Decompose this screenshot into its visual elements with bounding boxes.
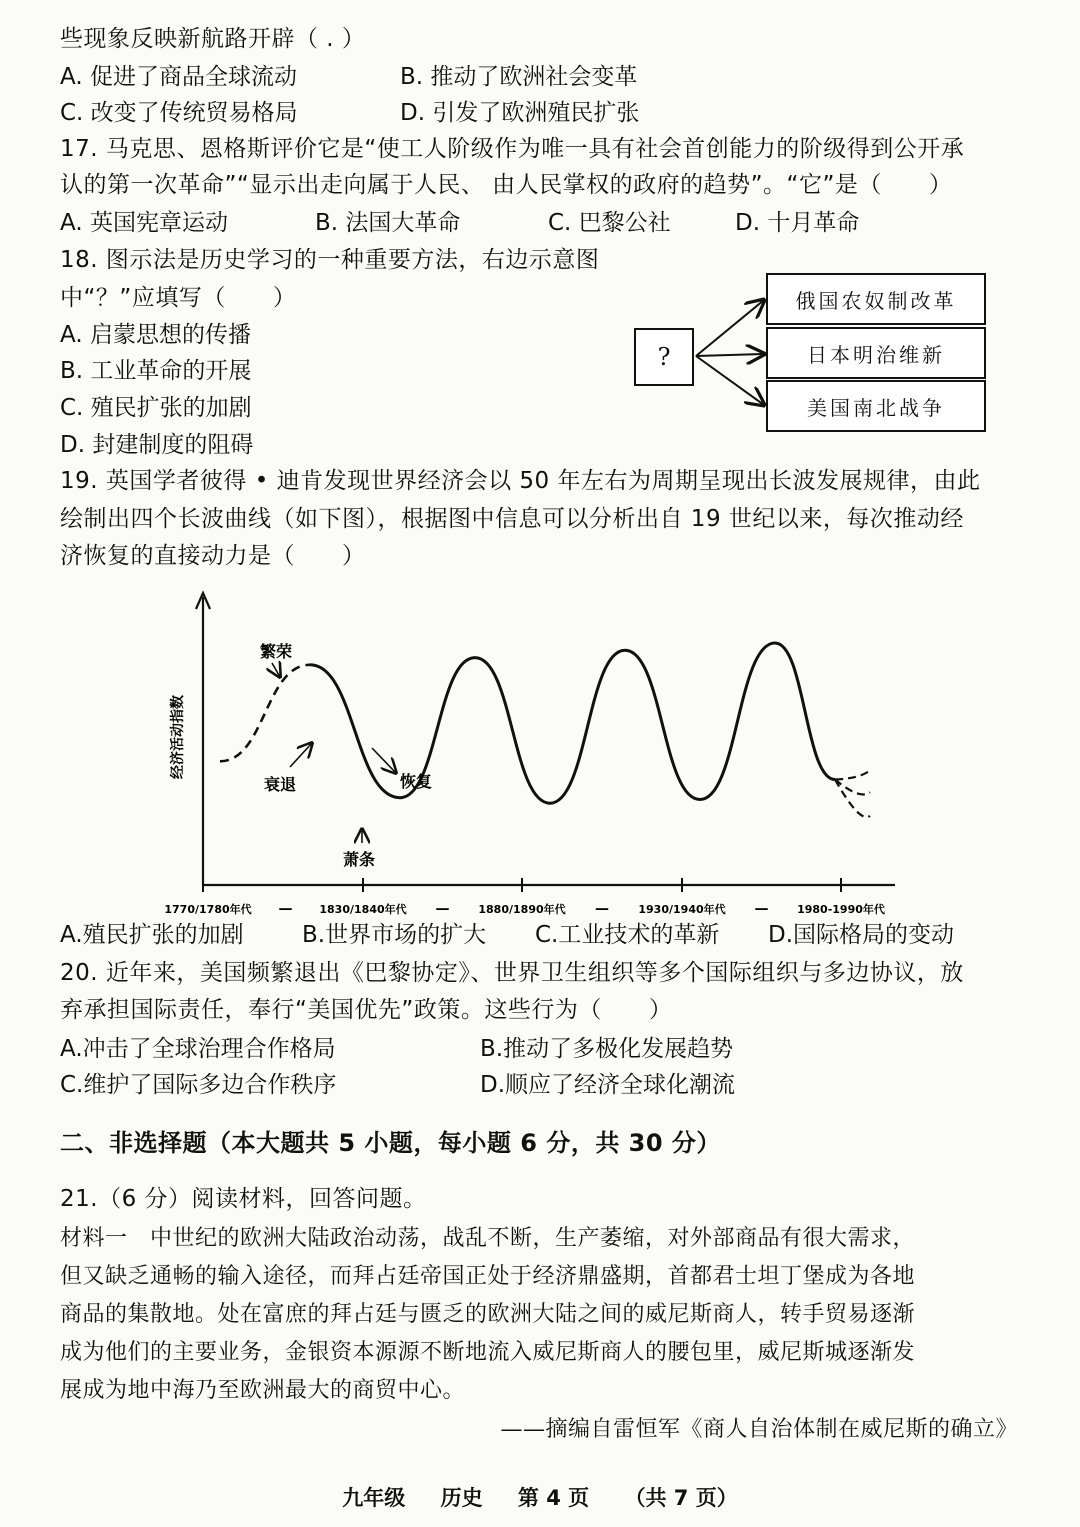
annotation-recovery-arrow — [372, 748, 396, 773]
x-tick-label: 1980-1990年代 — [797, 903, 885, 916]
curve-leadin-dashed — [220, 665, 310, 762]
q19-option-b: B.世界市场的扩大 — [302, 922, 487, 948]
q19-stem-line1: 19. 英国学者彼得 • 迪肯发现世界经济会以 50 年左右为周期呈现出长波发展规律，由此 — [60, 468, 981, 494]
q21-source: ——摘编自雷恒军《商人自治体制在威尼斯的确立》 — [500, 1417, 1018, 1442]
q21-stem: 21.（6 分）阅读材料，回答问题。 — [60, 1186, 427, 1212]
annotation-depression: 萧条 — [343, 850, 376, 869]
q18-stem-line1: 18. 图示法是历史学习的一种重要方法，右边示意图 — [60, 247, 600, 273]
section2-heading: 二、非选择题（本大题共 5 小题，每小题 6 分，共 30 分） — [60, 1129, 721, 1157]
q18-option-d: D. 封建制度的阻碍 — [60, 432, 254, 458]
x-tick-label: 1830/1840年代 — [319, 903, 407, 916]
curve-layer — [220, 643, 870, 817]
footer-page: 第 4 页 — [517, 1486, 590, 1510]
q17-stem-line2: 认的第一次革命”“显示出走向属于人民、 由人民掌权的政府的趋势”。“它”是（ ） — [60, 172, 953, 198]
projection-line-2 — [835, 780, 870, 795]
q16-option-a: A. 促进了商品全球流动 — [60, 64, 297, 90]
q21-material-line4: 成为他们的主要业务，金银资本源源不断地流入威尼斯商人的腰包里，威尼斯城逐渐发 — [60, 1340, 916, 1365]
q19-option-c: C.工业技术的革新 — [535, 922, 720, 948]
q17-stem-line1: 17. 马克思、恩格斯评价它是“使工人阶级作为唯一具有社会首创能力的阶级得到公开承 — [60, 136, 965, 162]
arrow-to-usa — [696, 356, 764, 405]
footer-grade: 九年级 — [342, 1486, 406, 1510]
q17-option-a: A. 英国宪章运动 — [60, 210, 228, 236]
x-tick-separator: — — [754, 901, 769, 917]
q17-option-c: C. 巴黎公社 — [548, 210, 671, 236]
y-axis-label: 经济活动指数 — [170, 695, 186, 779]
q18-stem-line2: 中“？”应填写（ ） — [60, 285, 297, 311]
x-tick-separator: — — [435, 901, 450, 917]
q19-option-a: A.殖民扩张的加剧 — [60, 922, 244, 948]
q16-option-d: D. 引发了欧洲殖民扩张 — [400, 100, 640, 126]
q21-material-line5: 展成为地中海乃至欧洲最大的商贸中心。 — [60, 1378, 466, 1403]
q17-option-b: B. 法国大革命 — [315, 210, 461, 236]
x-tick-label: 1770/1780年代 — [164, 903, 252, 916]
q16-option-b: B. 推动了欧洲社会变革 — [400, 64, 638, 90]
annotation-recession: 衰退 — [264, 775, 297, 794]
annotation-recovery: 恢复 — [400, 772, 433, 791]
q21-material-line1: 材料一 中世纪的欧洲大陆政治动荡，战乱不断，生产萎缩，对外部商品有很大需求， — [60, 1226, 916, 1251]
x-tick-separator: — — [278, 901, 293, 917]
diagram-box-russia: 俄国农奴制改革 — [766, 273, 986, 325]
q17-option-d: D. 十月革命 — [735, 210, 860, 236]
x-tick-label: 1880/1890年代 — [478, 903, 566, 916]
arrow-to-japan — [696, 354, 764, 356]
q18-option-c: C. 殖民扩张的加剧 — [60, 395, 252, 421]
diagram-box-usa: 美国南北战争 — [766, 380, 986, 432]
q21-material-line2: 但又缺乏通畅的输入途径，而拜占廷帝国正处于经济鼎盛期，首都君士坦丁堡成为各地 — [60, 1264, 916, 1289]
diagram-question-box: ? — [634, 328, 694, 386]
annotation-prosperity: 繁荣 — [260, 642, 293, 661]
q19-option-d: D.国际格局的变动 — [768, 922, 955, 948]
q20-stem-line2: 弃承担国际责任，奉行“美国优先”政策。这些行为（ ） — [60, 997, 673, 1023]
q21-material-line3: 商品的集散地。处在富庶的拜占廷与匮乏的欧洲大陆之间的威尼斯商人，转手贸易逐渐 — [60, 1302, 916, 1327]
footer-total: （共 7 页） — [624, 1486, 738, 1510]
q19-stem-line3: 济恢复的直接动力是（ ） — [60, 543, 366, 569]
footer-subject: 历史 — [440, 1486, 483, 1510]
arrow-to-russia — [696, 300, 764, 356]
q20-option-c: C.维护了国际多边合作秩序 — [60, 1072, 337, 1098]
q20-stem-line1: 20. 近年来，美国频繁退出《巴黎协定》、世界卫生组织等多个国际组织与多边协议，放 — [60, 960, 964, 986]
x-tick-label: 1930/1940年代 — [638, 903, 726, 916]
q20-option-b: B.推动了多极化发展趋势 — [480, 1036, 734, 1062]
projection-line-3 — [835, 780, 870, 818]
page-footer — [0, 1482, 1080, 1512]
annotation-recession-arrow — [290, 743, 312, 767]
q20-option-d: D.顺应了经济全球化潮流 — [480, 1072, 736, 1098]
q16-option-c: C. 改变了传统贸易格局 — [60, 100, 298, 126]
long-wave-chart — [160, 585, 900, 920]
annotation-prosperity-arrow — [272, 663, 280, 677]
long-wave-curve — [310, 643, 835, 803]
q18-option-a: A. 启蒙思想的传播 — [60, 322, 251, 348]
diagram-box-japan: 日本明治维新 — [766, 327, 986, 379]
q18-option-b: B. 工业革命的开展 — [60, 358, 252, 384]
projection-line-1 — [835, 770, 870, 779]
x-tick-separator: — — [595, 901, 609, 917]
q16-stem-tail: 些现象反映新航路开辟（ . ） — [60, 26, 366, 52]
tick-layer — [164, 878, 886, 917]
q19-stem-line2: 绘制出四个长波曲线（如下图），根据图中信息可以分析出自 19 世纪以来，每次推动经 — [60, 506, 964, 532]
q20-option-a: A.冲击了全球治理合作格局 — [60, 1036, 336, 1062]
